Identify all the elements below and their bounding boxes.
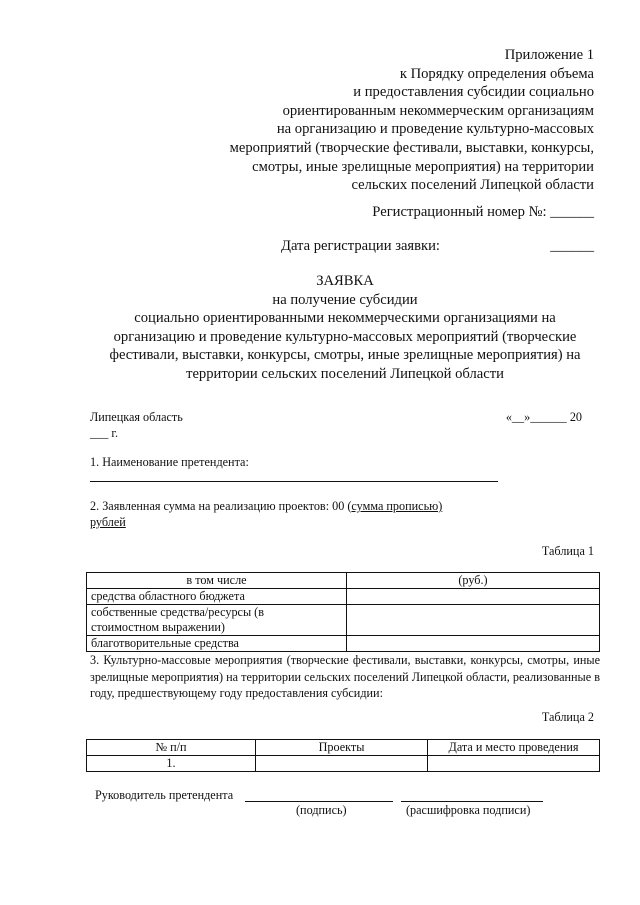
table-cell: [347, 605, 600, 636]
table-header-cell: (руб.): [347, 573, 600, 589]
registration-date-blank: ______: [550, 238, 594, 254]
table1-caption: Таблица 1: [541, 544, 594, 558]
table-header-cell: Дата и место проведения: [428, 740, 600, 756]
events-paragraph: 3. Культурно-массовые мероприятия (творческие фестивали, выставки, конкурсы, смотры, иные зрелищные мероприятия) на территории сельских поселений Липецкой области, реализованные в году, предшествующему году предоставления субсидии:: [90, 653, 600, 700]
year-field: ___ г.: [90, 426, 118, 440]
registration-number: Регистрационный номер №: ______: [372, 204, 594, 220]
title-line: социально ориентированными некоммерческими организациями на: [134, 310, 556, 326]
title-line: территории сельских поселений Липецкой области: [186, 365, 504, 382]
appendix-line: ориентированным некоммерческим организациям: [282, 102, 594, 119]
table-row: [87, 605, 600, 636]
registration-date-label: Дата регистрации заявки:: [281, 238, 440, 254]
table-row: [87, 589, 600, 605]
signature-label: Руководитель претендента: [95, 788, 234, 802]
table-cell: 1.: [87, 756, 256, 772]
table-cell: благотворительные средства: [87, 636, 347, 652]
appendix-line: смотры, иные зрелищные мероприятия) на территории: [252, 158, 594, 175]
appendix-line: к Порядку определения объема: [399, 65, 594, 82]
currency-label: рублей: [90, 515, 126, 529]
funding-table: [86, 572, 600, 652]
projects-table: [86, 739, 600, 772]
table-header-cell: в том числе: [87, 573, 347, 589]
requested-amount-prefix: 2. Заявленная сумма на реализацию проектов: 00 (: [90, 499, 352, 513]
table-row: [87, 756, 600, 772]
cell-line: стоимостном выражении): [91, 620, 225, 634]
table-cell: [87, 605, 347, 636]
title-line: организацию и проведение культурно-массовых мероприятий (творческие: [113, 328, 577, 345]
table-cell: средства областного бюджета: [87, 589, 347, 605]
table-header-row: [87, 740, 600, 756]
place-label: Липецкая область: [90, 410, 183, 424]
appendix-header: [230, 46, 594, 195]
appendix-line: мероприятий (творческие фестивали, выставки, конкурсы,: [229, 139, 594, 156]
signature-decode-line: [401, 801, 543, 802]
applicant-name-label: 1. Наименование претендента:: [90, 455, 249, 469]
table-cell: [428, 756, 600, 772]
cell-line: собственные средства/ресурсы (в: [91, 605, 264, 619]
title-line: фестивали, выставки, конкурсы, смотры, иные зрелищные мероприятия) на: [109, 347, 581, 363]
signature-line: [245, 801, 393, 802]
table-cell: [347, 636, 600, 652]
table-cell: [256, 756, 428, 772]
appendix-line: на организацию и проведение культурно-массовых: [276, 121, 594, 138]
table-header-row: [87, 573, 600, 589]
appendix-line: и предоставления субсидии социально: [353, 84, 594, 101]
requested-amount: [90, 499, 442, 514]
signature-caption: (подпись): [296, 803, 347, 817]
date-field: «__»______ 20: [505, 410, 582, 424]
table-row: [87, 636, 600, 652]
table2-caption: Таблица 2: [541, 710, 594, 724]
table-header-cell: № п/п: [87, 740, 256, 756]
applicant-name-line: [90, 481, 498, 482]
document-title: [80, 272, 610, 383]
amount-in-words: сумма прописью): [351, 499, 443, 513]
table-header-cell: Проекты: [256, 740, 428, 756]
appendix-line: сельских поселений Липецкой области: [351, 177, 594, 194]
table-cell: [347, 589, 600, 605]
title-heading: ЗАЯВКА: [316, 273, 374, 289]
signature-decode-caption: (расшифровка подписи): [406, 803, 531, 817]
appendix-line: Приложение 1: [504, 47, 594, 63]
title-line: на получение субсидии: [272, 291, 418, 308]
